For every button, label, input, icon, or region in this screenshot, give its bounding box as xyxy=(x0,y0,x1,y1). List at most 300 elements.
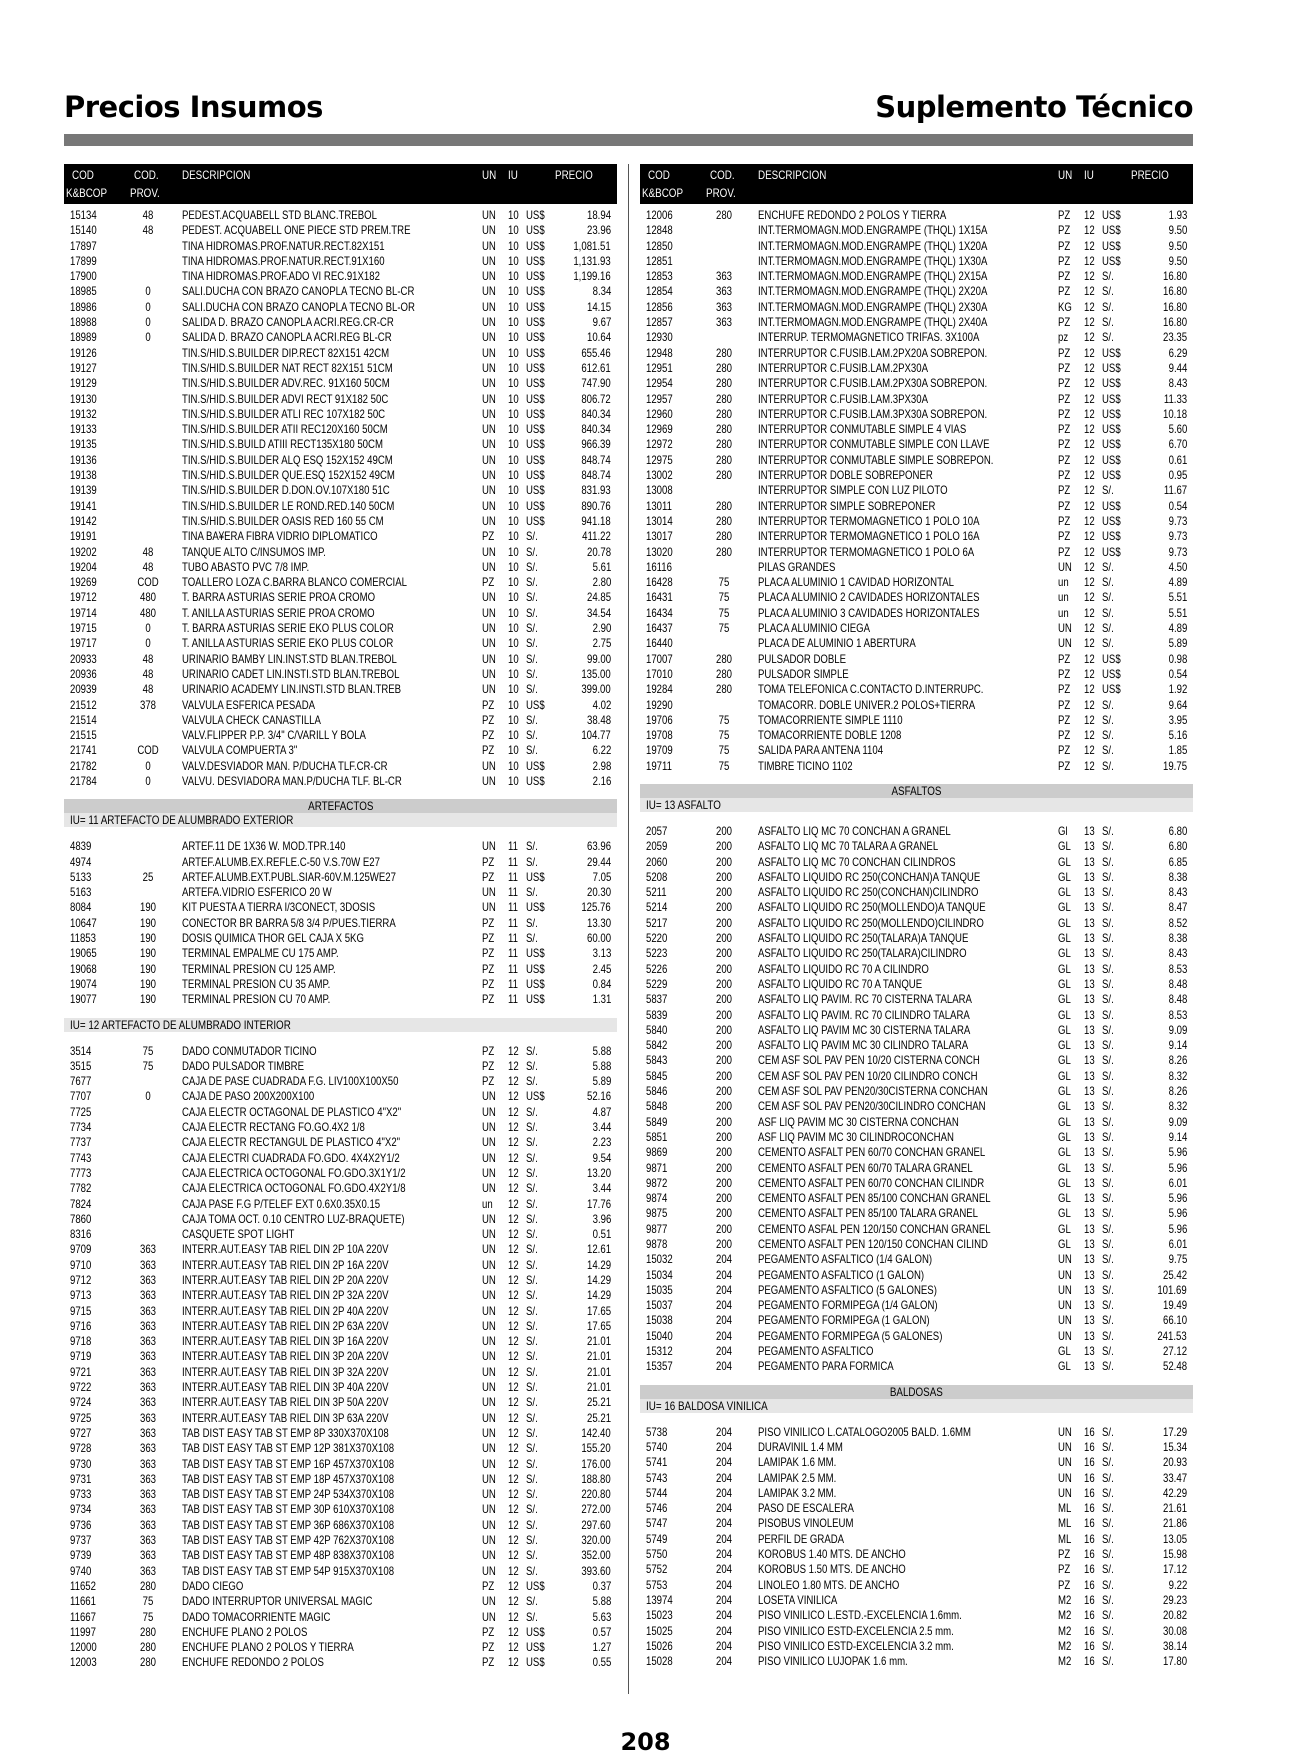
cell-un: UN xyxy=(482,1533,496,1548)
cell-prov: 204 xyxy=(715,1608,733,1623)
cell-cod: 5744 xyxy=(646,1485,668,1500)
cell-un: UN xyxy=(482,452,496,467)
cell-price: 8.48 xyxy=(1168,992,1187,1007)
cell-desc: TINA HIDROMAS.PROF.ADO VI REC.91X182 xyxy=(182,269,380,284)
cell-un: UN xyxy=(482,605,496,620)
cell-price: 8.52 xyxy=(1168,915,1187,930)
cell-iu: 13 xyxy=(1084,1145,1095,1160)
cell-currency: US$ xyxy=(526,452,545,467)
table-row xyxy=(640,855,1193,870)
cell-cod: 19290 xyxy=(646,697,673,712)
cell-currency: S/. xyxy=(1102,961,1114,976)
cell-prov: 280 xyxy=(715,452,733,467)
cell-un: un xyxy=(1058,575,1069,590)
table-row xyxy=(640,437,1193,452)
cell-prov: 280 xyxy=(715,376,733,391)
cell-desc: PEGAMENTO ASFALTICO (1 GALON) xyxy=(758,1267,925,1282)
cell-iu: 12 xyxy=(1084,666,1095,681)
cell-un: GL xyxy=(1058,1191,1071,1206)
cell-desc: ASFALTO LIQ PAVIM. RC 70 CILINDRO TALARA xyxy=(758,1007,970,1022)
table-row xyxy=(640,361,1193,376)
cell-desc: ARTEF.ALUMB.EXT.PUBL.SIAR-60V.M.125WE27 xyxy=(182,869,396,884)
table-row xyxy=(640,743,1193,758)
cell-currency: S/. xyxy=(1102,728,1114,743)
cell-price: 6.22 xyxy=(592,743,611,758)
cell-prov: 204 xyxy=(715,1252,733,1267)
cell-iu: 12 xyxy=(508,1303,519,1318)
cell-price: 1,199.16 xyxy=(573,269,611,284)
cell-un: GL xyxy=(1058,854,1071,869)
cell-prov: 200 xyxy=(715,1175,733,1190)
cell-iu: 12 xyxy=(508,1074,519,1089)
cell-price: 3.13 xyxy=(592,946,611,961)
cell-un: UN xyxy=(482,1441,496,1456)
cell-iu: 10 xyxy=(508,559,519,574)
cell-currency: S/. xyxy=(1102,1638,1114,1653)
cell-currency: S/. xyxy=(526,1380,538,1395)
table-row xyxy=(640,1329,1193,1344)
cell-cod: 19269 xyxy=(70,575,97,590)
cell-cod: 16428 xyxy=(646,575,673,590)
cell-prov: 25 xyxy=(142,869,154,884)
cell-cod: 9736 xyxy=(70,1517,92,1532)
cell-price: 8.26 xyxy=(1168,1053,1187,1068)
cell-iu: 13 xyxy=(1084,1038,1095,1053)
cell-currency: S/. xyxy=(1102,1531,1114,1546)
cell-iu: 12 xyxy=(508,1120,519,1135)
cell-price: 8.43 xyxy=(1168,885,1187,900)
cell-iu: 12 xyxy=(1084,728,1095,743)
cell-currency: S/. xyxy=(1102,885,1114,900)
header-desc: DESCRIPCION xyxy=(182,168,251,182)
cell-currency: US$ xyxy=(526,315,545,330)
cell-price: 4.87 xyxy=(592,1104,611,1119)
cell-desc: CEMENTO ASFALT PEN 60/70 CONCHAN GRANEL xyxy=(758,1145,986,1160)
cell-iu: 13 xyxy=(1084,1313,1095,1328)
cell-cod: 5837 xyxy=(646,992,668,1007)
cell-iu: 13 xyxy=(1084,1068,1095,1083)
cell-desc: INTERR.AUT.EASY TAB RIEL DIN 3P 50A 220V xyxy=(182,1395,389,1410)
cell-iu: 12 xyxy=(508,1349,519,1364)
cell-price: 16.80 xyxy=(1162,315,1187,330)
cell-iu: 10 xyxy=(508,498,519,513)
cell-price: 840.34 xyxy=(581,406,611,421)
cell-price: 747.90 xyxy=(581,376,611,391)
cell-price: 9.09 xyxy=(1168,1114,1187,1129)
section-title-text: BALDOSAS xyxy=(889,1384,944,1399)
table-row xyxy=(64,361,617,376)
section-title xyxy=(64,799,617,813)
section-subtitle-text: IU= 16 BALDOSA VINILICA xyxy=(646,1398,768,1413)
cell-price: 6.80 xyxy=(1168,823,1187,838)
cell-iu: 12 xyxy=(508,1517,519,1532)
cell-desc: KIT PUESTA A TIERRA I/3CONECT, 3DOSIS xyxy=(182,900,376,915)
table-row xyxy=(640,682,1193,697)
cell-iu: 16 xyxy=(1084,1516,1095,1531)
cell-cod: 21784 xyxy=(70,773,97,788)
header-iu: IU xyxy=(1084,168,1094,182)
cell-prov: 280 xyxy=(715,544,733,559)
cell-desc: CAJA DE PASO 200X200X100 xyxy=(182,1089,315,1104)
cell-cod: 17007 xyxy=(646,651,673,666)
cell-cod: 16434 xyxy=(646,605,673,620)
cell-desc: SALI.DUCHA CON BRAZO CANOPLA TECNO BL-CR xyxy=(182,284,415,299)
cell-iu: 13 xyxy=(1084,1267,1095,1282)
cell-prov: 363 xyxy=(139,1487,157,1502)
cell-desc: CEM ASF SOL PAV PEN20/30CILINDRO CONCHAN xyxy=(758,1099,986,1114)
cell-iu: 11 xyxy=(508,869,518,884)
cell-currency: US$ xyxy=(1102,468,1121,483)
cell-iu: 12 xyxy=(1084,406,1095,421)
cell-cod: 12948 xyxy=(646,345,673,360)
cell-iu: 13 xyxy=(1084,1129,1095,1144)
cell-un: UN xyxy=(482,1548,496,1563)
section-subtitle xyxy=(64,813,617,827)
cell-cod: 5211 xyxy=(646,885,667,900)
cell-cod: 9728 xyxy=(70,1441,92,1456)
cell-iu: 12 xyxy=(508,1211,519,1226)
cell-un: GL xyxy=(1058,1206,1071,1221)
cell-desc: DADO PULSADOR TIMBRE xyxy=(182,1058,304,1073)
cell-currency: S/. xyxy=(1102,1501,1114,1516)
table-row xyxy=(640,208,1193,223)
cell-currency: S/. xyxy=(1102,1053,1114,1068)
cell-cod: 12930 xyxy=(646,330,673,345)
cell-desc: PLACA ALUMINIO 2 CAVIDADES HORIZONTALES xyxy=(758,590,980,605)
cell-un: UN xyxy=(482,1165,496,1180)
table-row xyxy=(64,1212,617,1227)
cell-price: 241.53 xyxy=(1157,1328,1187,1343)
table-row xyxy=(640,1344,1193,1359)
cell-desc: PULSADOR SIMPLE xyxy=(758,666,849,681)
cell-price: 9.50 xyxy=(1168,253,1187,268)
cell-un: GL xyxy=(1058,839,1071,854)
cell-cod: 9869 xyxy=(646,1145,668,1160)
cell-currency: US$ xyxy=(526,269,545,284)
cell-desc: LINOLEO 1.80 MTS. DE ANCHO xyxy=(758,1577,900,1592)
cell-cod: 9725 xyxy=(70,1410,92,1425)
cell-cod: 9878 xyxy=(646,1237,668,1251)
table-row xyxy=(640,916,1193,931)
cell-prov: 280 xyxy=(139,1624,157,1639)
cell-desc: CAJA ELECTR RECTANG FO.GO.4X2 1/8 xyxy=(182,1120,365,1135)
cell-desc: ARTEF.11 DE 1X36 W. MOD.TPR.140 xyxy=(182,839,346,854)
table-row xyxy=(64,652,617,667)
cell-cod: 11661 xyxy=(70,1594,96,1609)
cell-desc: LAMIPAK 2.5 MM. xyxy=(758,1470,837,1485)
table-row xyxy=(640,1283,1193,1298)
cell-iu: 12 xyxy=(508,1288,519,1303)
cell-price: 17.76 xyxy=(586,1196,611,1211)
header-rule xyxy=(64,134,1193,146)
cell-un: UN xyxy=(482,422,496,437)
cell-un: PZ xyxy=(482,697,495,712)
cell-cod: 5226 xyxy=(646,961,668,976)
table-row xyxy=(64,346,617,361)
table-row xyxy=(64,1181,617,1196)
cell-desc: ASFALTO LIQUIDO RC 70 A CILINDRO xyxy=(758,961,929,976)
cell-iu: 16 xyxy=(1084,1424,1095,1439)
cell-prov: 200 xyxy=(715,1145,733,1160)
cell-desc: PLACA ALUMINIO CIEGA xyxy=(758,621,871,636)
cell-cod: 5839 xyxy=(646,1007,668,1022)
cell-cod: 9713 xyxy=(70,1288,92,1303)
cell-cod: 7782 xyxy=(70,1181,92,1196)
cell-price: 5.61 xyxy=(592,559,611,574)
cell-un: PZ xyxy=(482,728,495,743)
table-row xyxy=(64,269,617,284)
cell-iu: 12 xyxy=(508,1257,519,1272)
cell-price: 8.32 xyxy=(1168,1099,1187,1114)
cell-price: 9.64 xyxy=(1168,697,1187,712)
cell-prov: 204 xyxy=(715,1501,733,1516)
cell-prov: 200 xyxy=(715,1237,733,1251)
cell-un: PZ xyxy=(1058,253,1071,268)
cell-price: 17.29 xyxy=(1162,1424,1187,1439)
cell-desc: DURAVINIL 1.4 MM xyxy=(758,1439,843,1454)
cell-price: 66.10 xyxy=(1162,1313,1187,1328)
cell-desc: ASF LIQ PAVIM MC 30 CILINDROCONCHAN xyxy=(758,1129,954,1144)
cell-un: PZ xyxy=(1058,360,1071,375)
table-row xyxy=(64,839,617,854)
cell-price: 0.98 xyxy=(1168,651,1187,666)
cell-currency: US$ xyxy=(526,961,545,976)
cell-prov: 363 xyxy=(715,315,733,330)
table-row xyxy=(640,545,1193,560)
cell-prov: 200 xyxy=(715,1007,733,1022)
cell-currency: US$ xyxy=(526,422,545,437)
section-subtitle xyxy=(64,1018,617,1032)
cell-desc: CONECTOR BR BARRA 5/8 3/4 P/PUES.TIERRA xyxy=(182,915,396,930)
cell-prov: 75 xyxy=(142,1058,154,1073)
cell-un: UN xyxy=(482,1502,496,1517)
cell-cod: 16431 xyxy=(646,590,673,605)
cell-cod: 19126 xyxy=(70,345,97,360)
cell-prov: 280 xyxy=(715,406,733,421)
cell-cod: 12975 xyxy=(646,452,673,467)
cell-iu: 13 xyxy=(1084,1237,1095,1251)
price-rows xyxy=(640,204,1193,774)
cell-iu: 10 xyxy=(508,315,519,330)
cell-un: PZ xyxy=(1058,208,1071,222)
cell-iu: 11 xyxy=(508,839,518,854)
cell-un: PZ xyxy=(1058,376,1071,391)
cell-cod: 19129 xyxy=(70,376,97,391)
cell-price: 104.77 xyxy=(581,728,611,743)
cell-un: UN xyxy=(482,1288,496,1303)
cell-iu: 16 xyxy=(1084,1638,1095,1653)
cell-iu: 16 xyxy=(1084,1470,1095,1485)
cell-un: UN xyxy=(482,1303,496,1318)
cell-un: ML xyxy=(1058,1501,1072,1516)
cell-prov: 0 xyxy=(145,284,151,299)
cell-desc: INTERR.AUT.EASY TAB RIEL DIN 3P 16A 220V xyxy=(182,1334,389,1349)
cell-cod: 13017 xyxy=(646,529,673,544)
cell-un: un xyxy=(1058,605,1069,620)
cell-un: UN xyxy=(482,513,496,528)
cell-iu: 13 xyxy=(1084,823,1095,838)
cell-un: PZ xyxy=(482,1074,495,1089)
cell-iu: 13 xyxy=(1084,1298,1095,1313)
cell-iu: 16 xyxy=(1084,1485,1095,1500)
cell-cod: 19708 xyxy=(646,728,673,743)
cell-cod: 5223 xyxy=(646,946,668,961)
cell-desc: INTERR.AUT.EASY TAB RIEL DIN 2P 40A 220V xyxy=(182,1303,389,1318)
cell-desc: ENCHUFE PLANO 2 POLOS Y TIERRA xyxy=(182,1640,354,1655)
cell-price: 0.37 xyxy=(592,1578,611,1593)
cell-un: PZ xyxy=(1058,1577,1071,1592)
table-row xyxy=(64,392,617,407)
cell-cod: 15035 xyxy=(646,1282,673,1297)
cell-price: 23.96 xyxy=(586,223,611,238)
cell-currency: US$ xyxy=(526,299,545,314)
cell-prov: 204 xyxy=(715,1654,733,1669)
table-row xyxy=(640,1053,1193,1068)
cell-desc: INTERR.AUT.EASY TAB RIEL DIN 2P 16A 220V xyxy=(182,1257,389,1272)
cell-cod: 17899 xyxy=(70,253,97,268)
cell-desc: DOSIS QUIMICA THOR GEL CAJA X 5KG xyxy=(182,931,364,946)
cell-iu: 12 xyxy=(508,1165,519,1180)
table-row xyxy=(640,1130,1193,1145)
cell-currency: S/. xyxy=(526,1487,538,1502)
cell-price: 6.01 xyxy=(1168,1237,1187,1251)
table-row xyxy=(64,1487,617,1502)
cell-price: 5.88 xyxy=(592,1043,611,1058)
cell-cod: 19065 xyxy=(70,946,97,961)
cell-currency: S/. xyxy=(526,1364,538,1379)
cell-prov: 204 xyxy=(715,1638,733,1653)
cell-price: 11.33 xyxy=(1163,391,1187,406)
table-row xyxy=(640,590,1193,605)
table-row xyxy=(64,1135,617,1150)
cell-un: UN xyxy=(482,315,496,330)
cell-currency: S/. xyxy=(526,885,538,900)
cell-prov: 200 xyxy=(715,931,733,946)
table-row xyxy=(640,652,1193,667)
cell-un: GL xyxy=(1058,1237,1071,1251)
cell-currency: US$ xyxy=(1102,422,1121,437)
cell-iu: 10 xyxy=(508,437,519,452)
table-row xyxy=(640,759,1193,774)
cell-currency: S/. xyxy=(526,854,538,869)
table-row xyxy=(64,728,617,743)
cell-prov: 200 xyxy=(715,823,733,838)
cell-price: 2.90 xyxy=(592,621,611,636)
cell-un: UN xyxy=(482,1471,496,1486)
cell-currency: S/. xyxy=(1102,1470,1114,1485)
cell-price: 5.60 xyxy=(1168,422,1187,437)
cell-currency: US$ xyxy=(526,284,545,299)
cell-desc: CAJA ELECTRICA OCTOGONAL FO.GDO.3X1Y1/2 xyxy=(182,1165,406,1180)
cell-currency: US$ xyxy=(526,1624,545,1639)
cell-prov: 363 xyxy=(139,1288,157,1303)
cell-price: 5.88 xyxy=(592,1594,611,1609)
cell-price: 25.21 xyxy=(586,1410,611,1425)
cell-un: GL xyxy=(1058,1007,1071,1022)
table-row xyxy=(64,1472,617,1487)
cell-iu: 13 xyxy=(1084,1099,1095,1114)
cell-currency: S/. xyxy=(1102,1344,1114,1359)
cell-iu: 10 xyxy=(508,529,519,544)
cell-un: UN xyxy=(482,498,496,513)
cell-un: UN xyxy=(482,1257,496,1272)
cell-price: 6.29 xyxy=(1168,345,1187,360)
cell-currency: S/. xyxy=(1102,931,1114,946)
cell-iu: 16 xyxy=(1084,1547,1095,1562)
cell-price: 42.29 xyxy=(1162,1485,1187,1500)
cell-currency: S/. xyxy=(526,1257,538,1272)
cell-iu: 10 xyxy=(508,682,519,697)
table-row xyxy=(640,1252,1193,1267)
cell-prov: 280 xyxy=(715,345,733,360)
table-row xyxy=(64,1518,617,1533)
cell-iu: 12 xyxy=(1084,269,1095,284)
cell-un: PZ xyxy=(1058,544,1071,559)
cell-cod: 15025 xyxy=(646,1623,673,1638)
cell-currency: US$ xyxy=(1102,529,1121,544)
cell-currency: S/. xyxy=(1102,758,1114,773)
cell-iu: 10 xyxy=(508,544,519,559)
cell-prov: 363 xyxy=(139,1441,157,1456)
cell-price: 5.96 xyxy=(1168,1206,1187,1221)
cell-iu: 16 xyxy=(1084,1623,1095,1638)
cell-iu: 10 xyxy=(508,758,519,773)
cell-un: PZ xyxy=(1058,743,1071,758)
cell-price: 8.53 xyxy=(1168,961,1187,976)
cell-desc: PERFIL DE GRADA xyxy=(758,1531,845,1546)
table-row xyxy=(64,437,617,452)
cell-iu: 12 xyxy=(508,1135,519,1150)
cell-cod: 21515 xyxy=(70,728,97,743)
table-row xyxy=(64,759,617,774)
cell-prov: 48 xyxy=(142,666,154,681)
cell-desc: INTERRUPTOR TERMOMAGNETICO 1 POLO 6A xyxy=(758,544,975,559)
cell-un: PZ xyxy=(1058,345,1071,360)
cell-currency: S/. xyxy=(1102,1485,1114,1500)
cell-prov: 204 xyxy=(715,1424,733,1439)
header-cod-sub: K&BCOP xyxy=(642,186,684,200)
cell-iu: 10 xyxy=(508,697,519,712)
cell-iu: 16 xyxy=(1084,1592,1095,1607)
cell-desc: PASO DE ESCALERA xyxy=(758,1501,854,1516)
table-row xyxy=(64,529,617,544)
cell-iu: 12 xyxy=(1084,682,1095,697)
cell-un: UN xyxy=(482,1273,496,1287)
table-row xyxy=(64,667,617,682)
cell-cod: 12856 xyxy=(646,299,673,314)
cell-cod: 7707 xyxy=(70,1089,92,1104)
cell-price: 8.38 xyxy=(1168,931,1187,946)
cell-un: UN xyxy=(1058,1267,1072,1282)
cell-price: 8.26 xyxy=(1168,1084,1187,1099)
cell-price: 19.75 xyxy=(1162,758,1187,773)
table-row xyxy=(640,346,1193,361)
cell-un: un xyxy=(482,1196,493,1211)
cell-un: PZ xyxy=(1058,1562,1071,1577)
cell-iu: 10 xyxy=(508,452,519,467)
cell-currency: S/. xyxy=(526,1211,538,1226)
cell-currency: S/. xyxy=(526,559,538,574)
cell-iu: 10 xyxy=(508,422,519,437)
table-row xyxy=(64,560,617,575)
cell-price: 1.27 xyxy=(592,1640,611,1655)
table-row xyxy=(640,728,1193,743)
table-row xyxy=(64,713,617,728)
cell-cod: 9739 xyxy=(70,1548,92,1563)
cell-iu: 10 xyxy=(508,391,519,406)
table-row xyxy=(640,667,1193,682)
cell-un: UN xyxy=(482,330,496,345)
